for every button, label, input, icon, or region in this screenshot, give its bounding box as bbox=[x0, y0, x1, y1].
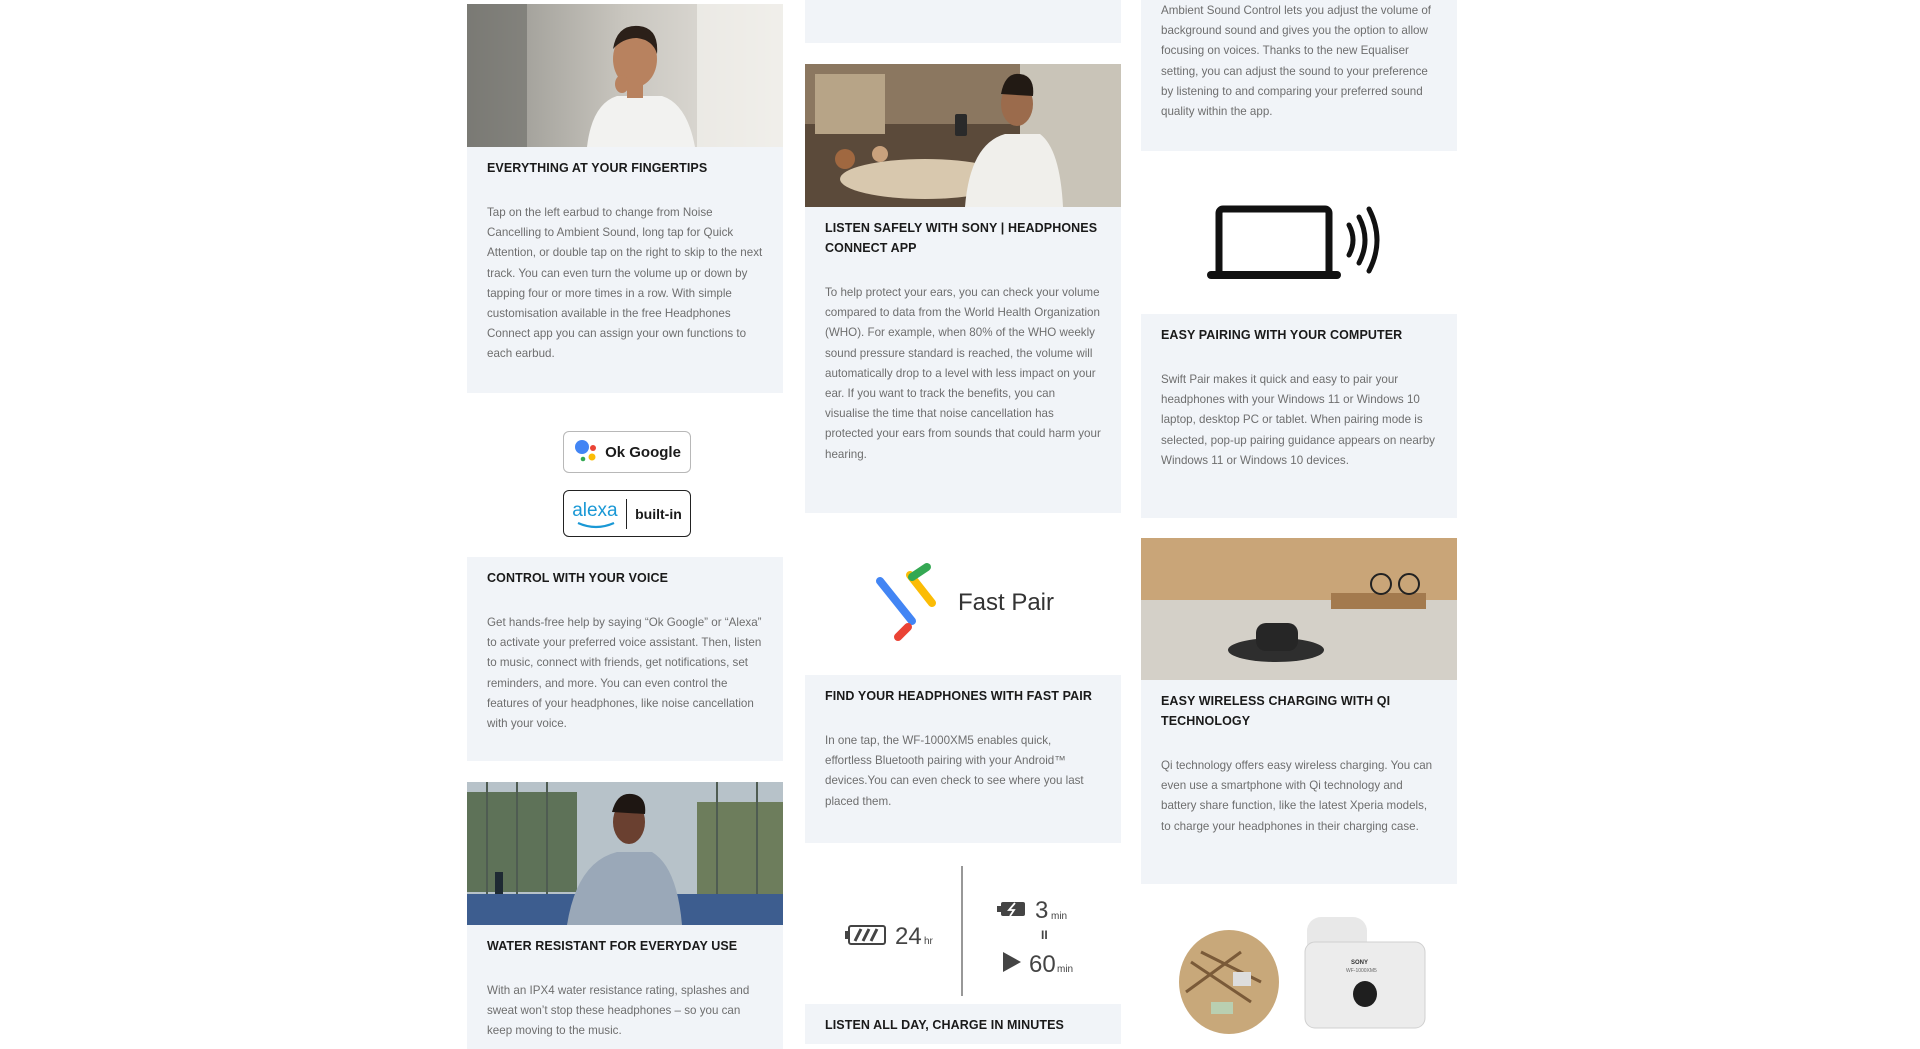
qi-card bbox=[1141, 680, 1457, 884]
play-icon bbox=[1003, 952, 1021, 972]
computer-description: Swift Pair makes it quick and easy to pair your headphones with your Windows 11 or Windows 10 laptop, desktop PC or tablet. When pairing mode is selected, pop-up pairing guidance appears on nearby Windows 11 or Windows 10 devices. bbox=[1161, 373, 1435, 467]
packaging-photo bbox=[1141, 912, 1457, 1039]
battery-infographic bbox=[805, 864, 1121, 1004]
alexa-built-in-label: built-in bbox=[635, 505, 682, 522]
battery-icon bbox=[845, 926, 885, 944]
listen-safely-title: LISTEN SAFELY WITH SONY | HEADPHONES CONNECT APP bbox=[825, 221, 1098, 255]
battery-card bbox=[805, 1004, 1121, 1044]
listen-safely-description: To help protect your ears, you can check your volume compared to data from the World Health Organization (WHO). For example, when 80% of the WHO weekly sound pressure standard is reached, the volume will automatically drop to a level with less impact on your ear. If you want to track the benefits, you can visualise the time that noise cancellation has protected your ears from sounds that could harm your hearing. bbox=[825, 286, 1101, 461]
quick-charge-unit: min bbox=[1051, 911, 1068, 922]
battery-title: LISTEN ALL DAY, CHARGE IN MINUTES bbox=[825, 1018, 1064, 1032]
voice-title: CONTROL WITH YOUR VOICE bbox=[487, 571, 669, 585]
ambient-card bbox=[1141, 0, 1457, 151]
wireless-charging-photo bbox=[1141, 538, 1457, 680]
fast-pair-label: Fast Pair bbox=[957, 589, 1055, 616]
playback-unit: min bbox=[1057, 964, 1074, 975]
fast-pair-icon bbox=[872, 561, 942, 645]
alexa-divider bbox=[626, 499, 628, 529]
quick-charge-value: 3 bbox=[1035, 897, 1049, 924]
fast-pair-description: In one tap, the WF-1000XM5 enables quick, effortless Bluetooth pairing with your Android™ devices.You can even check to see where you last placed them. bbox=[825, 734, 1084, 808]
water-resistant-photo bbox=[467, 782, 783, 925]
water-description: With an IPX4 water resistance rating, splashes and sweat won’t stop these headphones – so you can keep moving to the music. bbox=[487, 984, 750, 1038]
equals-sign: II bbox=[1041, 928, 1048, 942]
packaged-earbuds-image bbox=[1305, 917, 1425, 1028]
total-battery-value: 24 bbox=[895, 923, 922, 950]
voice-description: Get hands-free help by saying “Ok Google” or “Alexa” to activate your preferred voice assistant. Then, listen to music, connect with friends, get notifications, set reminders, and more. You can even control the features of your headphones, like noise cancellation with your voice. bbox=[487, 616, 762, 731]
fast-pair-card bbox=[805, 675, 1121, 843]
quick-charge-icon bbox=[997, 902, 1025, 916]
box-brand: SONY bbox=[1351, 960, 1369, 966]
fingertips-description: Tap on the left earbud to change from Noise Cancelling to Ambient Sound, long tap for Quick Attention, or double tap on the right to skip to the next track. You can even turn the volume up or down by tapping four or more times in a row. With simple customisation available in the free Headphones Connect app you can assign your own functions to each earbud. bbox=[487, 206, 763, 361]
laptop-broadcast-icon bbox=[1199, 195, 1399, 285]
alexa-logo-text: alexa bbox=[572, 499, 618, 521]
alexa-smile-icon bbox=[576, 521, 616, 529]
fingertips-title: EVERYTHING AT YOUR FINGERTIPS bbox=[487, 161, 708, 175]
fast-pair-title: FIND YOUR HEADPHONES WITH FAST PAIR bbox=[825, 689, 1092, 703]
listen-safely-card bbox=[805, 207, 1121, 513]
fast-pair-logo bbox=[805, 553, 1121, 653]
recycled-materials-image bbox=[1179, 930, 1279, 1034]
computer-card bbox=[1141, 314, 1457, 518]
voice-card bbox=[467, 557, 783, 761]
ambient-description: Ambient Sound Control lets you adjust the volume of background sound and gives you the option to allow focusing on voices. Thanks to the new Equaliser setting, you can adjust the sound to your preference by listening to and comparing your preferred sound quality within the app. bbox=[1161, 4, 1432, 119]
computer-title: EASY PAIRING WITH YOUR COMPUTER bbox=[1161, 328, 1403, 342]
box-model: WF-1000XM5 bbox=[1346, 968, 1377, 974]
fingertips-photo bbox=[467, 4, 783, 147]
water-card bbox=[467, 925, 783, 1049]
fingertips-card bbox=[467, 147, 783, 393]
total-battery-unit: hr bbox=[924, 936, 933, 947]
battery-graphic bbox=[805, 864, 1121, 1004]
playback-value: 60 bbox=[1029, 951, 1056, 978]
previous-card-bottom bbox=[805, 0, 1121, 43]
qi-title: EASY WIRELESS CHARGING WITH QI TECHNOLOGY bbox=[1161, 694, 1391, 728]
computer-pairing-graphic bbox=[1141, 190, 1457, 290]
ok-google-badge bbox=[563, 431, 691, 473]
water-title: WATER RESISTANT FOR EVERYDAY USE bbox=[487, 939, 738, 953]
alexa-built-in-badge bbox=[563, 490, 691, 537]
google-assistant-icon bbox=[573, 438, 601, 466]
qi-description: Qi technology offers easy wireless charging. You can even use a smartphone with Qi technology and battery share function, like the latest Xperia models, to charge your headphones in their charging case. bbox=[1161, 759, 1433, 833]
ok-google-label: Ok Google bbox=[605, 443, 681, 461]
listen-safely-photo bbox=[805, 64, 1121, 207]
